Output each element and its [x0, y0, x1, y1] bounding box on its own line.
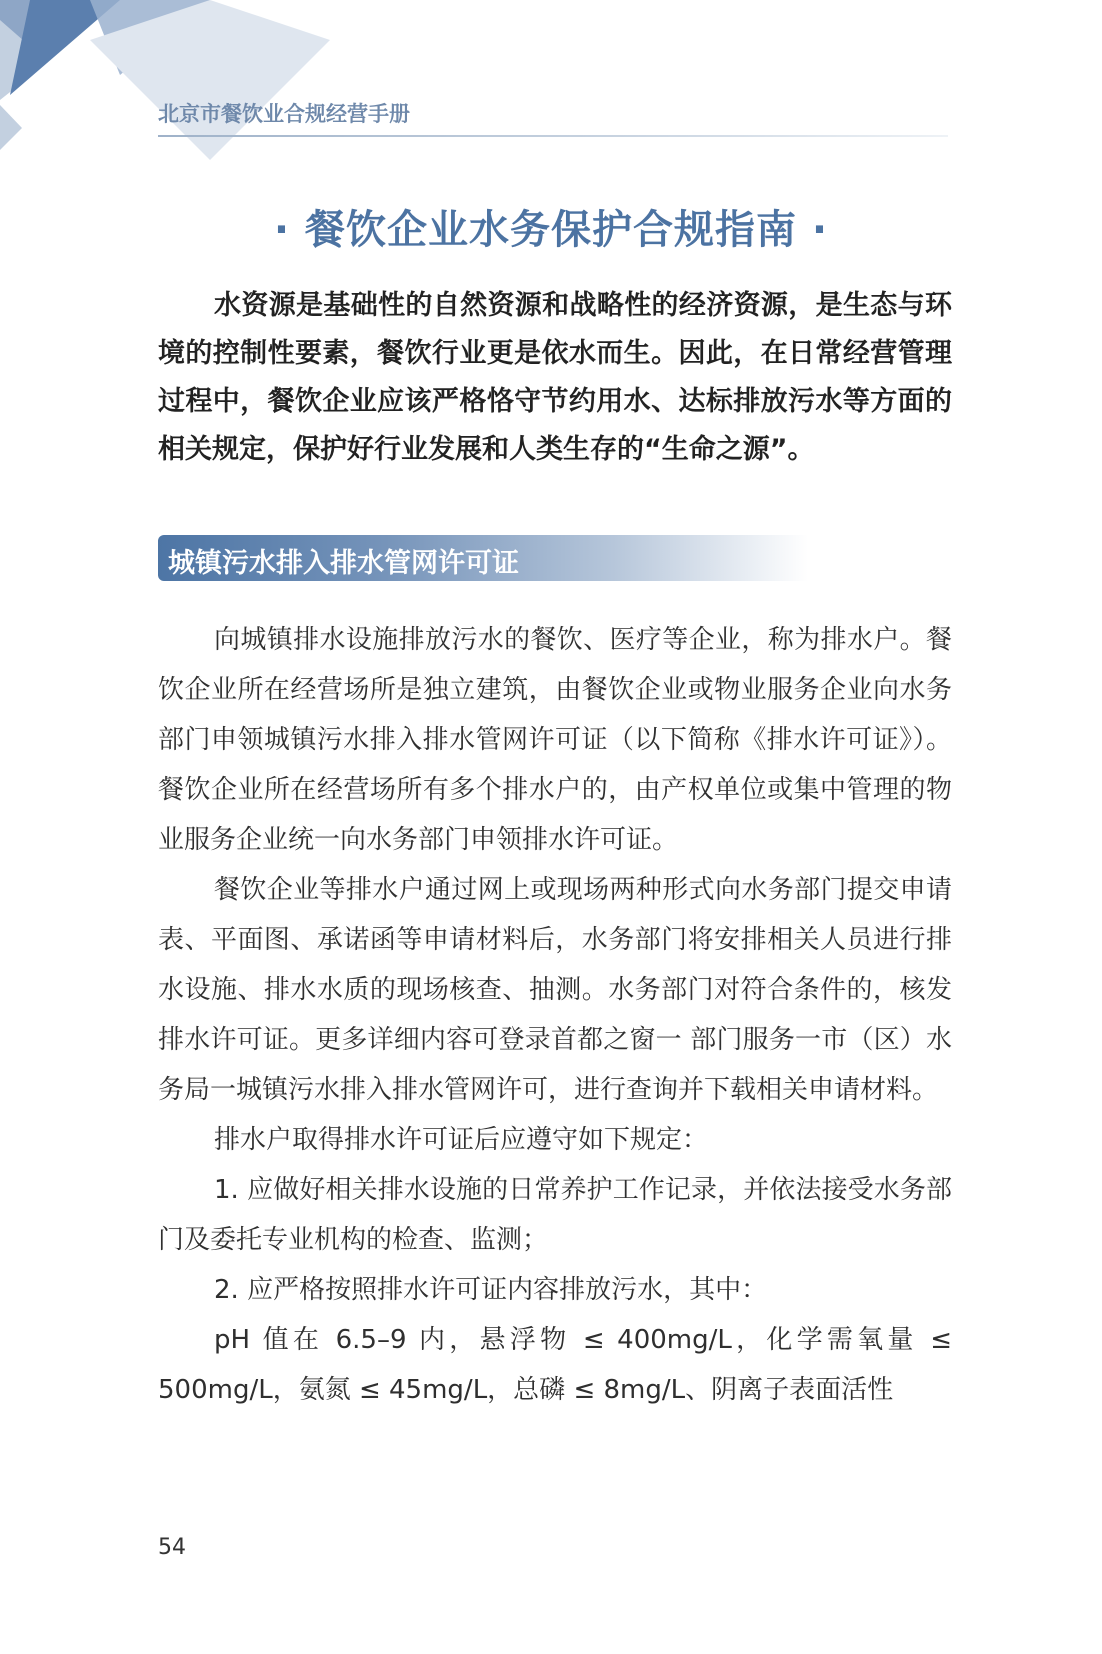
body-paragraph: 向城镇排水设施排放污水的餐饮、医疗等企业，称为排水户。餐饮企业所在经营场所是独立建筑，由餐饮企业或物业服务企业向水务部门申领城镇污水排入排水管网许可证（以下简称《排水许可证》）。餐饮企业所在经营场所有多个排水户的，由产权单位或集中管理的物业服务企业统一向水务部门申领排水许可证。	[158, 625, 952, 855]
page-number: 54	[158, 1535, 186, 1560]
intro-paragraph: 水资源是基础性的自然资源和战略性的经济资源，是生态与环境的控制性要素，餐饮行业更是依水而生。因此，在日常经营管理过程中，餐饮企业应该严格恪守节约用水、达标排放污水等方面的相关规定，保护好行业发展和人类生存的“生命之源”。	[158, 290, 952, 465]
section-body	[158, 615, 952, 1415]
running-header-title: 北京市餐饮业合规经营手册	[158, 102, 410, 126]
section-heading: 城镇污水排入排水管网许可证	[168, 548, 519, 579]
body-paragraph: 1. 应做好相关排水设施的日常养护工作记录，并依法接受水务部门及委托专业机构的检查、监测；	[158, 1175, 952, 1255]
section-banner	[158, 535, 808, 581]
body-paragraph: 排水户取得排水许可证后应遵守如下规定：	[214, 1125, 709, 1155]
body-paragraph: 餐饮企业等排水户通过网上或现场两种形式向水务部门提交申请表、平面图、承诺函等申请材料后，水务部门将安排相关人员进行排水设施、排水水质的现场核查、抽测。水务部门对符合条件的，核发排水许可证。更多详细内容可登录首都之窗一 部门服务一市（区）水务局一城镇污水排入排水管网许可，进行查询并下载相关申请材料。	[158, 875, 952, 1105]
body-paragraph: pH 值在 6.5–9 内，悬浮物 ≤ 400mg/L，化学需氧量 ≤ 500mg/L，氨氮 ≤ 45mg/L，总磷 ≤ 8mg/L、阴离子表面活性	[158, 1325, 952, 1405]
body-paragraph: 2. 应严格按照排水许可证内容排放污水，其中：	[214, 1275, 768, 1305]
corner-decoration	[0, 0, 360, 170]
header-divider	[158, 135, 948, 137]
page-title: · 餐饮企业水务保护合规指南 ·	[273, 207, 829, 253]
